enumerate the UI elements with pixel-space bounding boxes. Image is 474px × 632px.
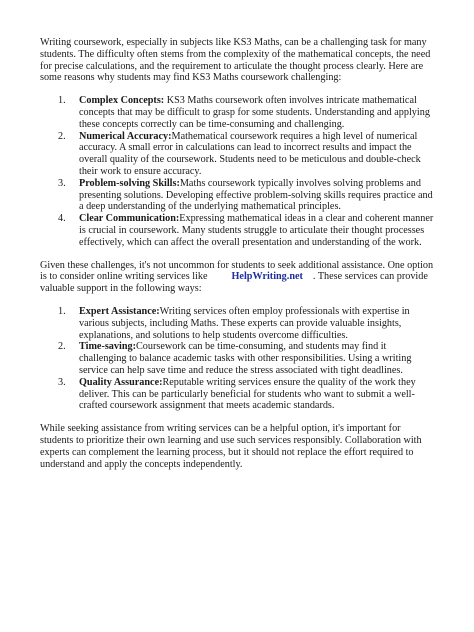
item-term: Expert Assistance: [79,305,160,317]
benefit-item [40,377,434,412]
benefit-item [40,341,434,376]
item-term: Numerical Accuracy: [79,130,172,142]
challenge-item [40,213,434,248]
item-text: Expressing mathematical ideas in a clear and coherent manner is crucial in coursework. Many students struggle to articulate their thought processes effectively, which can affect the overall presentation and understanding of the work. [79,213,434,248]
item-term: Time-saving: [79,341,136,353]
item-text: Writing services often employ professionals with expertise in various subjects, including Maths. These experts can provide valuable insights, explanations, and solutions to help students overcome difficulties. [79,305,410,341]
item-term: Problem-solving Skills: [79,177,180,189]
challenges-list [40,95,434,248]
benefits-list [40,306,434,412]
challenge-item [40,178,434,213]
item-term: Clear Communication: [79,213,180,225]
benefit-item [40,306,434,341]
item-text: KS3 Maths coursework often involves intricate mathematical concepts that may be difficult to grasp for some students. Understanding and applying these concepts correctly can be time-consuming and challenging. [79,95,430,130]
item-text: Mathematical coursework requires a high level of numerical accuracy. A small error in calculations can lead to incorrect results and impact the overall quality of the coursework. Students need to be meticulous and double-check their work to ensure accuracy. [79,130,421,177]
list-number: 3. [58,376,66,388]
list-number: 1. [58,95,66,107]
intro-paragraph: Writing coursework, especially in subjects like KS3 Maths, can be a challenging task for many students. The difficulty often stems from the complexity of the mathematical concepts, the need for precise calculations, and the requirement to articulate the thought process clearly. Here are some reasons why students may find KS3 Maths coursework challenging: [40,37,431,84]
item-text: Reputable writing services ensure the quality of the work they deliver. This can be particularly beneficial for students who want to submit a well-crafted coursework assignment that meets academic standards. [79,376,416,412]
transition-text-before: Given these challenges, it's not uncommon for students to seek additional assistance. One option is to consider online writing services like [40,259,434,283]
item-text: Coursework can be time-consuming, and students may find it challenging to balance academic tasks with other responsibilities. Using a writing service can help save time and reduce the stress associated with tight deadlines. [79,341,412,376]
transition-text-after: . These services can provide valuable support in the following ways: [40,271,428,295]
challenge-item [40,95,434,130]
list-number: 2. [58,130,66,142]
transition-paragraph [40,260,434,295]
challenge-item [40,131,434,178]
helpwriting-link[interactable]: HelpWriting.net [231,271,303,283]
conclusion-paragraph: While seeking assistance from writing services can be a helpful option, it's important for students to prioritize their own learning and use such services responsibly. Collaboration with experts can complement the learning process, but it should not replace the effort required to understand and apply the concepts independently. [40,423,422,470]
list-number: 1. [58,305,66,317]
list-number: 3. [58,177,66,189]
item-term: Quality Assurance: [79,376,163,388]
item-term: Complex Concepts: [79,95,165,107]
list-number: 2. [58,341,66,353]
list-number: 4. [58,213,66,225]
item-text: Maths coursework typically involves solving problems and presenting solutions. Developing effective problem-solving skills requires practice and a deep understanding of the underlying mathematical principles. [79,177,433,213]
